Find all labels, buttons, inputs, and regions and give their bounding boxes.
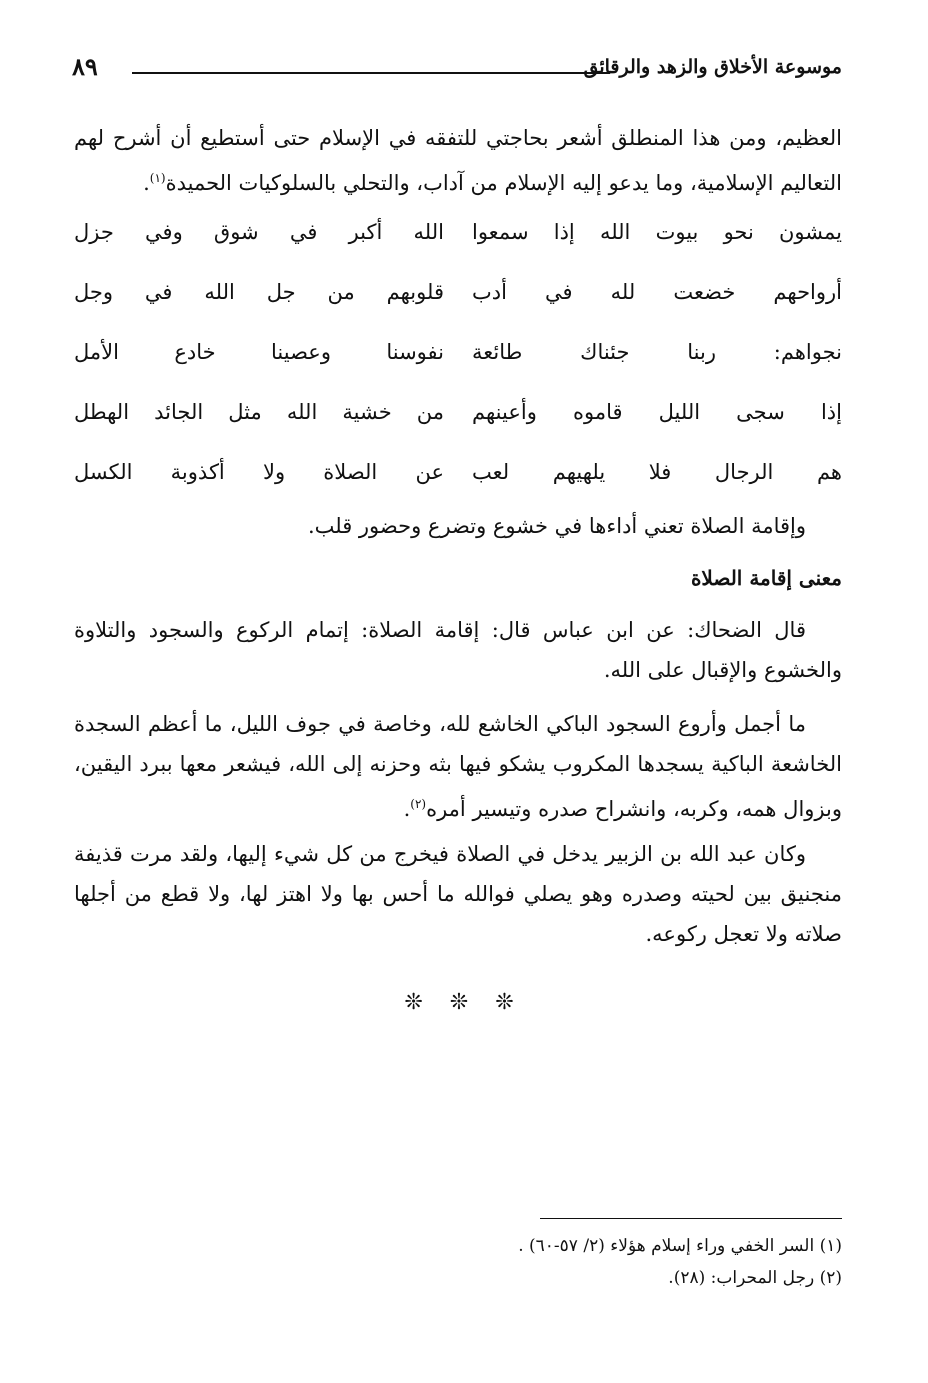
verse-first-hemistich: نجواهم: ربنا جئناك طائعة [472,340,842,364]
poem-verse [74,446,842,506]
verse-first-hemistich: إذا سجى الليل قاموه وأعينهم [472,400,842,424]
after-poem-paragraph: وإقامة الصلاة تعني أداءها في خشوع وتضرع وحضور قلب. [307,514,806,538]
poem [74,206,842,506]
verse-second-hemistich: من خشية الله مثل الجائد الهطل [74,400,444,424]
verse-first-hemistich: يمشون نحو بيوت الله إذا سمعوا [472,220,842,244]
sujood-end: . [403,797,411,821]
poem-verse [74,206,842,266]
footnotes [142,1230,842,1294]
footnote-ref-1: (١) [149,171,166,185]
verse-first-hemistich: هم الرجال فلا يلهيهم لعب [472,460,842,484]
section-heading: معنى إقامة الصلاة [690,566,842,590]
page-number: ٨٩ [72,52,98,81]
section-separator: ❊ ❊ ❊ [404,990,524,1015]
poem-verse [74,386,842,446]
footnote-rule [540,1218,842,1219]
zubair-paragraph: وكان عبد الله بن الزبير يدخل في الصلاة فيخرج من كل شيء إليها، ولقد مرت قذيفة منجنيق بين لحيته وصدره وهو يصلي فوالله ما أحس بها ولا اهتز لها، ولا قطع من أجلها صلاته ولا تعجل ركوعه. [74,842,842,946]
intro-text: العظيم، ومن هذا المنطلق أشعر بحاجتي للتفقه في الإسلام حتى أستطيع أن أشرح لهم التعاليم الإسلامية، وما يدعو إليه الإسلام من آداب، والتحلي بالسلوكيات الحميدة [74,126,842,195]
footnote-2: (٢) رجل المحراب: (٢٨). [668,1268,842,1288]
verse-second-hemistich: قلوبهم من جل الله في وجل [74,280,444,304]
verse-second-hemistich: نفوسنا وعصينا خادع الأمل [74,340,444,364]
page-header [72,52,842,92]
sujood-paragraph [74,704,842,829]
verse-second-hemistich: عن الصلاة ولا أكذوبة الكسل [74,460,444,484]
poem-verse [74,266,842,326]
header-rule [132,72,610,74]
running-title: موسوعة الأخلاق والزهد والرقائق [583,56,842,78]
sujood-text: ما أجمل وأروع السجود الباكي الخاشع لله، وخاصة في جوف الليل، ما أعظم السجدة الخاشعة الباكية يسجدها المكروب يشكو فيها بثه وحزنه إلى الله، فيشعر معها ببرد اليقين، وبزوال همه، وكربه، وانشراح صدره وتيسير أمره [74,712,842,821]
verse-first-hemistich: أرواحهم خضعت لله في أدب [472,280,842,304]
dahhak-paragraph: قال الضحاك: عن ابن عباس قال: إقامة الصلاة: إتمام الركوع والسجود والتلاوة والخشوع والإقبال على الله. [74,618,842,682]
intro-paragraph [74,118,842,203]
footnote-ref-2: (٢) [410,797,427,811]
verse-second-hemistich: الله أكبر في شوق وفي جزل [74,220,444,244]
footnote-1: (١) السر الخفي وراء إسلام هؤلاء (٢/ ٥٧-٦٠) . [518,1236,842,1256]
poem-verse [74,326,842,386]
intro-end: . [143,171,150,195]
